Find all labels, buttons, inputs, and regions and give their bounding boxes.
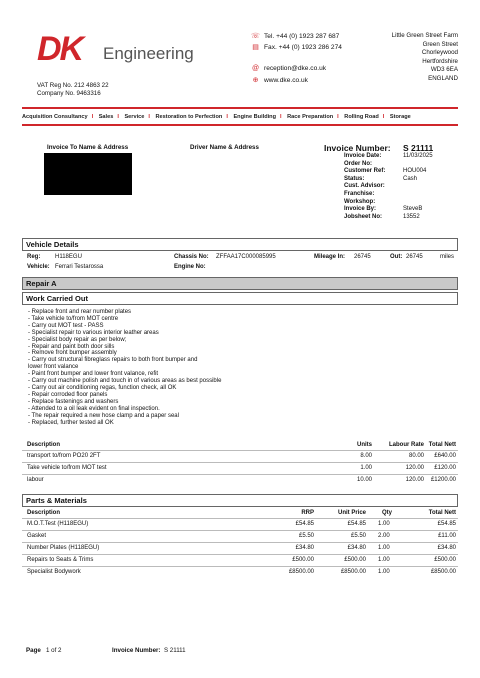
cell-unit-price: £34.80	[347, 545, 366, 551]
nav-item: Engine Building	[233, 114, 277, 120]
table-divider	[22, 542, 458, 543]
cell-unit-price: £500.00	[344, 557, 366, 563]
vehicle-details-header: Vehicle Details	[22, 238, 458, 251]
footer-invoice-label: Invoice Number:	[112, 647, 161, 654]
field-label: Customer Ref:	[344, 168, 386, 175]
table-divider	[22, 554, 458, 555]
nav-item: Service	[124, 114, 145, 120]
cell-desc: Specialist Bodywork	[27, 569, 81, 575]
table-divider	[22, 566, 458, 567]
web-icon: ⊕	[252, 77, 259, 84]
cell-rrp: £5.50	[298, 533, 314, 539]
mileage-label: Mileage In:	[314, 254, 346, 260]
table-divider	[22, 450, 458, 451]
cell-total: £8500.00	[430, 569, 456, 575]
field-label: Order No:	[344, 160, 373, 167]
reg-label: Reg:	[27, 254, 41, 260]
nav-item: Rolling Road	[344, 114, 379, 120]
parts-materials-header: Parts & Materials	[22, 494, 458, 507]
list-item: - Specialist body repair as per below;	[28, 336, 127, 343]
cell-units: 1.00	[360, 465, 372, 471]
contact-fax	[251, 43, 342, 51]
nav-item: Sales	[98, 114, 114, 120]
field-value: 11/03/2025	[403, 153, 433, 159]
email-icon: @	[251, 65, 260, 72]
email-text[interactable]: reception@dke.co.uk	[264, 65, 327, 72]
cell-desc: Number Plates (H118EGU)	[27, 545, 100, 551]
chassis-label: Chassis No:	[174, 254, 209, 260]
invoice-number: S 21111	[403, 143, 434, 153]
cell-desc: labour	[27, 477, 44, 483]
list-item: - Remove front bumper assembly	[28, 350, 117, 357]
mileage-value: 26745	[354, 254, 371, 260]
list-item: - Replaced, further tested all OK	[28, 419, 114, 426]
list-item: - Carry out machine polish and touch in of various areas as best possible	[28, 378, 222, 385]
cell-qty: 1.00	[378, 545, 390, 551]
invoice-fields-labels	[344, 153, 385, 221]
page-label: Page	[26, 647, 41, 654]
list-item: - Replace fastenings and washers	[28, 398, 119, 405]
cell-unit-price: £8500.00	[340, 569, 366, 575]
services-nav: Acquisition Consultancy I Sales I Service I Restoration to Perfection I Engine Building I Race Preparation I Rolling Road I Storage	[22, 114, 411, 120]
col-total: Total Nett	[428, 442, 456, 448]
list-item: - Attended to a oil leak evident on final inspection.	[28, 405, 160, 412]
invoice-number-label: Invoice Number:	[324, 143, 391, 153]
col-rrp: RRP	[301, 510, 314, 516]
field-label: Invoice Date:	[344, 153, 382, 159]
contact-email[interactable]	[251, 65, 326, 72]
field-label: Jobsheet No:	[344, 213, 383, 220]
engine-label: Engine No:	[174, 264, 206, 270]
list-item: - Paint front bumper and lower front valance, refit	[28, 371, 159, 378]
page-number: 1 of 2	[45, 647, 62, 654]
invoice-to-label: Invoice To Name & Address	[47, 144, 129, 151]
list-item: - Specialist repair to various interior leather areas	[28, 329, 159, 336]
cell-qty: 1.00	[378, 557, 390, 563]
chassis-value: ZFFAA17C000085995	[216, 254, 276, 260]
cell-units: 10.00	[356, 477, 372, 483]
list-item: lower front valance	[28, 364, 79, 371]
page-footer	[26, 647, 61, 654]
field-value	[403, 183, 433, 191]
col-qty: Qty	[382, 510, 393, 516]
table-divider	[22, 474, 458, 475]
list-item: - Replace front and rear number plates	[28, 309, 132, 315]
field-value: HOU004	[403, 168, 427, 175]
table-divider	[22, 462, 458, 463]
cell-desc: Take vehicle to/from MOT test	[27, 465, 107, 471]
cell-total: £34.80	[437, 545, 456, 551]
cell-total: £640.00	[434, 453, 456, 459]
company-logo-mark: DK	[37, 30, 83, 68]
cell-unit-price: £54.85	[347, 521, 366, 527]
contact-web[interactable]	[251, 76, 308, 84]
out-value: 26745	[406, 254, 423, 260]
header-divider	[22, 107, 458, 109]
reg-value: H118EGU	[55, 254, 82, 260]
cell-total: £54.85	[437, 521, 456, 527]
table-divider	[22, 530, 458, 531]
cell-rate: 120.00	[405, 477, 424, 483]
cell-rrp: £8500.00	[288, 569, 314, 575]
cell-desc: transport to/from PO20 2FT	[27, 453, 101, 459]
mileage-unit: miles	[440, 254, 455, 260]
cell-qty: 1.00	[378, 569, 390, 575]
vat-registration: VAT Reg No. 212 4863 22	[37, 82, 109, 89]
cell-rrp: £500.00	[292, 557, 314, 563]
list-item: - The repair required a new hose clamp and a paper seal	[28, 412, 179, 419]
nav-item: Storage	[389, 114, 411, 120]
cell-desc: M.O.T.Test (H118EGU)	[27, 521, 89, 527]
repair-section-header: Repair A	[22, 277, 458, 290]
field-label: Status:	[344, 175, 365, 182]
cell-qty: 1.00	[378, 521, 390, 527]
company-logo-name: Engineering	[103, 44, 194, 63]
vehicle-label: Vehicle:	[27, 264, 50, 270]
contact-tel	[251, 32, 339, 40]
address-line: Little Green Street Farm	[391, 32, 458, 39]
field-value: SteveB	[403, 206, 423, 213]
field-value: Cash	[403, 175, 418, 182]
invoice-fields-values	[403, 153, 433, 221]
work-items-list	[28, 309, 221, 426]
table-divider	[22, 518, 458, 519]
list-item: - Take vehicle to/from MOT centre	[28, 315, 119, 322]
fax-icon: ▤	[252, 44, 259, 51]
vehicle-value: Ferrari Testarossa	[55, 264, 104, 270]
field-value	[403, 161, 433, 169]
list-item: - Repair and paint both door sills	[28, 343, 115, 350]
field-label: Franchise:	[344, 190, 375, 197]
tel-text: Tel. +44 (0) 1923 287 687	[264, 32, 340, 40]
nav-item: Race Preparation	[287, 114, 334, 120]
footer-invoice	[112, 647, 186, 654]
out-label: Out:	[390, 254, 403, 260]
cell-rate: 120.00	[405, 465, 424, 471]
work-carried-out-header: Work Carried Out	[22, 292, 458, 305]
field-label: Workshop:	[344, 198, 376, 205]
col-description: Description	[27, 510, 61, 516]
list-item: - Repair corroded floor panels	[28, 391, 108, 398]
redacted-address	[44, 153, 132, 195]
list-item: - Carry out air conditioning regas, function check, all OK	[28, 384, 177, 391]
cell-total: £1200.00	[430, 477, 456, 483]
company-number: Company No. 9463316	[37, 90, 101, 97]
nav-item: Acquisition Consultancy	[22, 114, 88, 120]
address-line: Green Street	[422, 40, 458, 48]
cell-total: £120.00	[434, 465, 456, 471]
cell-rrp: £54.85	[295, 521, 314, 527]
fax-text: Fax. +44 (0) 1923 286 274	[264, 43, 342, 51]
address-line: Chorleywood	[421, 49, 458, 57]
footer-invoice-number: S 21111	[163, 647, 186, 654]
field-label: Cust. Advisor:	[344, 183, 385, 190]
list-item: - Carry out structural fibreglass repairs to both front bumper and	[28, 357, 198, 364]
phone-icon: ☏	[251, 33, 260, 40]
address-line: WD3 6EA	[430, 66, 458, 74]
col-rate: Labour Rate	[388, 442, 424, 448]
cell-rate: 80.00	[408, 453, 424, 459]
field-label: Invoice By:	[344, 206, 377, 213]
cell-unit-price: £5.50	[350, 533, 366, 539]
cell-rrp: £34.80	[295, 545, 314, 551]
cell-desc: Repairs to Seats & Trims	[27, 557, 94, 563]
driver-label: Driver Name & Address	[190, 144, 259, 151]
field-value	[403, 191, 433, 199]
cell-qty: 2.00	[378, 533, 390, 539]
field-value	[403, 199, 433, 207]
col-unit-price: Unit Price	[337, 510, 366, 516]
company-address	[392, 32, 458, 84]
cell-desc: Gasket	[27, 533, 47, 539]
cell-total: £11.00	[438, 533, 456, 539]
field-value: 13552	[403, 213, 420, 220]
cell-units: 8.00	[360, 453, 372, 459]
nav-item: Restoration to Perfection	[155, 114, 223, 120]
col-total: Total Nett	[428, 510, 456, 516]
col-description: Description	[27, 442, 61, 448]
list-item: - Carry out MOT test - PASS	[28, 322, 104, 329]
address-line: Hertfordshire	[422, 57, 458, 65]
cell-total: £500.00	[434, 557, 456, 563]
nav-divider	[22, 124, 458, 126]
col-units: Units	[357, 442, 372, 448]
address-line: ENGLAND	[428, 74, 458, 82]
web-text[interactable]: www.dke.co.uk	[264, 76, 308, 84]
